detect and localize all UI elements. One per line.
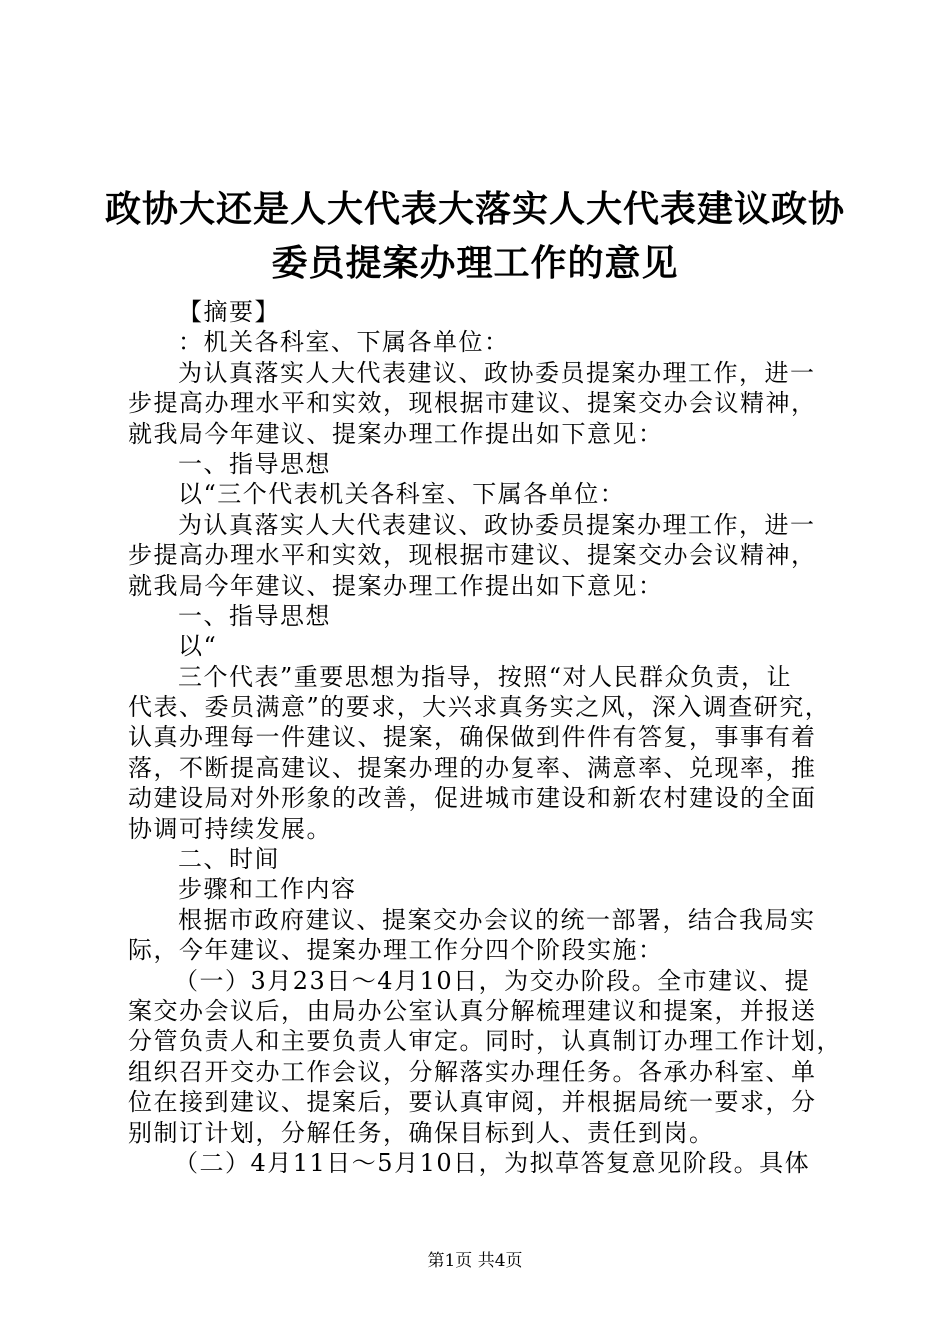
document-title-line-2: 委员提案办理工作的意见	[271, 243, 679, 284]
text-line: 步骤和工作内容	[178, 875, 357, 904]
text-line: 际，今年建议、提案办理工作分四个阶段实施：	[128, 936, 664, 965]
text-line: 步提高办理水平和实效，现根据市建议、提案交办会议精神，	[128, 541, 817, 570]
text-line: 代表、委员满意”的要求，大兴求真务实之风，深入调查研究，	[128, 693, 831, 722]
text-line: 为认真落实人大代表建议、政协委员提案办理工作，进一	[178, 510, 816, 539]
text-line: 步提高办理水平和实效，现根据市建议、提案交办会议精神，	[128, 389, 817, 418]
document-title-line-1: 政协大还是人大代表大落实人大代表建议政协	[104, 189, 845, 230]
text-line: （二）4月11日～5月10日，为拟草答复意见阶段。具体	[174, 1148, 811, 1177]
text-line: 落，不断提高建议、提案办理的办复率、满意率、兑现率，推	[128, 753, 817, 782]
text-line: 根据市政府建议、提案交办会议的统一部署，结合我局实	[178, 905, 816, 934]
text-line: 以“三个代表机关各科室、下属各单位：	[178, 480, 626, 509]
section-heading: 一、指导思想	[178, 449, 331, 478]
text-line: ：机关各科室、下属各单位：	[178, 328, 510, 357]
text-line: 协调可持续发展。	[128, 814, 332, 843]
section-heading: 一、指导思想	[178, 601, 331, 630]
text-line: 案交办会议后，由局办公室认真分解梳理建议和提案，并报送	[128, 996, 817, 1025]
text-line: （一）3月23日～4月10日，为交办阶段。全市建议、提	[174, 966, 811, 995]
text-line: 为认真落实人大代表建议、政协委员提案办理工作，进一	[178, 358, 816, 387]
text-line: 组织召开交办工作会议，分解落实办理任务。各承办科室、单	[128, 1057, 817, 1086]
text-line: 就我局今年建议、提案办理工作提出如下意见：	[128, 419, 664, 448]
text-line: 动建设局对外形象的改善，促进城市建设和新农村建设的全面	[128, 784, 817, 813]
text-line: 别制订计划，分解任务，确保目标到人、责任到岗。	[128, 1118, 715, 1147]
section-heading: 二、时间	[178, 845, 280, 874]
text-line: 以“	[178, 632, 218, 661]
text-line: 位在接到建议、提案后，要认真审阅，并根据局统一要求，分	[128, 1088, 817, 1117]
text-line: 就我局今年建议、提案办理工作提出如下意见：	[128, 571, 664, 600]
text-line: 【摘要】	[178, 298, 280, 326]
text-line: 分管负责人和主要负责人审定。同时，认真制订办理工作计划，	[128, 1027, 842, 1056]
text-line: 认真办理每一件建议、提案，确保做到件件有答复，事事有着	[128, 723, 817, 752]
text-line: 三个代表”重要思想为指导，按照“对人民群众负责，让	[178, 662, 793, 691]
page-number-footer: 第1页 共4页	[427, 1251, 523, 1271]
document-body	[128, 297, 848, 1178]
